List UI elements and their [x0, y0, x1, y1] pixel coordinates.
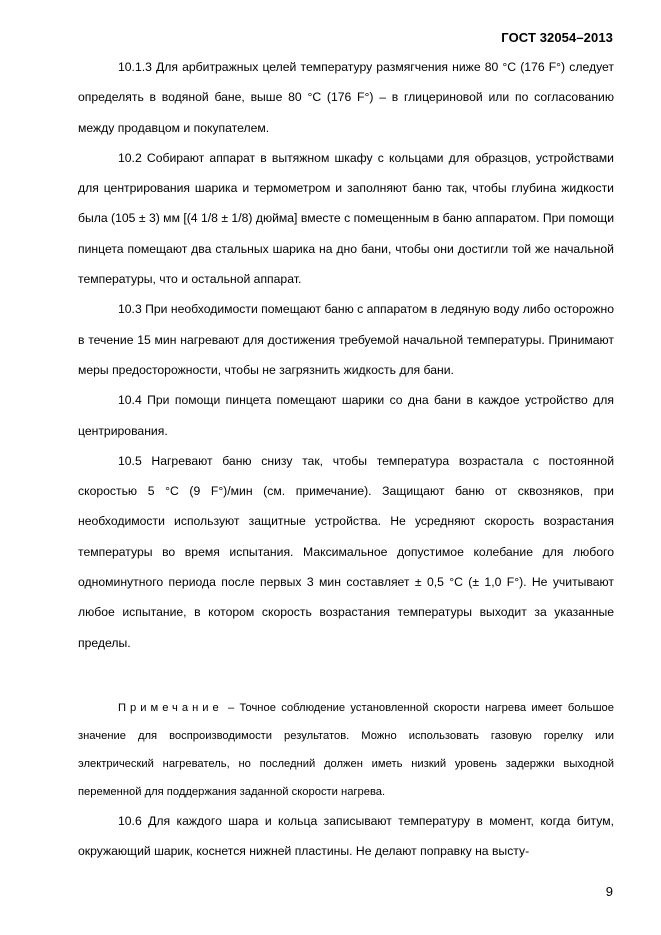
- paragraph-10-4: 10.4 При помощи пинцета помещают шарики со дна бани в каждое устройство для центрирования.: [78, 393, 614, 438]
- note-paragraph: [78, 694, 614, 806]
- paragraph-10-3: 10.3 При необходимости помещают баню с аппаратом в ледяную воду либо осторожно в течение 15 мин нагревают для достижения требуемой начальной температуры. Принимают меры предосторожности, чтобы не загрязнить жидкость для бани.: [78, 302, 614, 377]
- paragraph-10-2: 10.2 Собирают аппарат в вытяжном шкафу с кольцами для образцов, устройствами для центрирования шарика и термометром и заполняют баню так, чтобы глубина жидкости была (105 ± 3) мм [(4 1/8 ± 1/8) дюйма] вместе с помещенным в баню аппаратом. При помощи пинцета помещают два стальных шарика на дно бани, чтобы они достигли той же начальной температуры, что и остальной аппарат.: [78, 150, 614, 287]
- note-label: Примечание: [118, 702, 223, 714]
- paragraph-10-1-3: 10.1.3 Для арбитражных целей температуру размягчения ниже 80 °С (176 F°) следует определять в водяной бане, выше 80 °С (176 F°) – в глицериновой или по согласованию между продавцом и покупателем.: [78, 60, 614, 135]
- body-text: [78, 52, 614, 658]
- paragraph-10-5: 10.5 Нагревают баню снизу так, чтобы температура возрастала с постоянной скоростью 5 °С (9 F°)/мин (см. примечание). Защищают баню от сквозняков, при необходимости используют защитные устройства. Не усредняют скорость возрастания температуры во время испытания. Максимальное допустимое колебание для любого одноминутного периода после первых 3 мин составляет ± 0,5 °С (± 1,0 F°). Не учитывают любое испытание, в котором скорость возрастания температуры выходит за указанные пределы.: [78, 453, 614, 650]
- document-header: ГОСТ 32054–2013: [501, 30, 613, 45]
- note-text: – Точное соблюдение установленной скорости нагрева имеет большое значение для воспроизводимости результатов. Можно использовать газовую горелку или электрический нагреватель, но последний должен иметь низкий уровень задержки выходной переменной для поддержания заданной скорости нагрева.: [78, 702, 614, 798]
- paragraph-10-6: 10.6 Для каждого шара и кольца записывают температуру в момент, когда битум, окружающий шарик, коснется нижней пластины. Не делают поправку на высту-: [78, 814, 614, 859]
- page-number: 9: [605, 884, 613, 899]
- body-text-continued: [78, 806, 614, 867]
- note-block: [78, 694, 614, 806]
